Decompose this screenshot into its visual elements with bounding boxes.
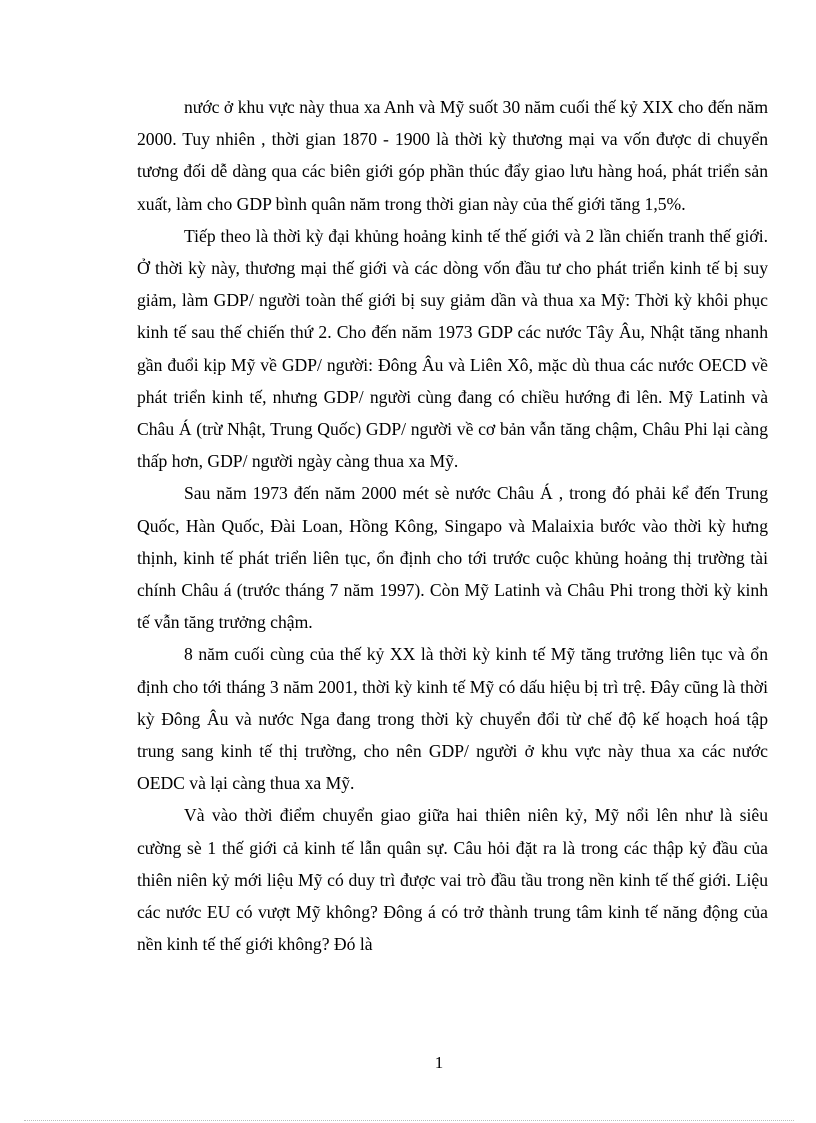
paragraph-3: Sau năm 1973 đến năm 2000 mét sè nước Châu Á , trong đó phải kể đến Trung Quốc, Hàn Quốc, Đài Loan, Hồng Kông, Singapo và Malaixia bước vào thời kỳ hưng thịnh, kinh tế phát triển liên tục, ổn định cho tới trước cuộc khủng hoảng thị trường tài chính Châu á (trước tháng 7 năm 1997). Còn Mỹ Latinh và Châu Phi trong thời kỳ kinh tế vẫn tăng trưởng chậm. [137, 483, 768, 633]
paragraph-1: nước ở khu vực này thua xa Anh và Mỹ suốt 30 năm cuối thế kỷ XIX cho đến năm 2000. Tuy nhiên , thời gian 1870 - 1900 là thời kỳ thương mại va vốn được di chuyển tương đối dễ dàng qua các biên giới góp phần thúc đẩy giao lưu hàng hoá, phát triển sản xuất, làm cho GDP bình quân năm trong thời gian này của thế giới tăng 1,5%. [137, 97, 768, 214]
paragraph-4: 8 năm cuối cùng của thế kỷ XX là thời kỳ kinh tế Mỹ tăng trưởng liên tục và ổn định cho tới tháng 3 năm 2001, thời kỳ kinh tế Mỹ có dấu hiệu bị trì trệ. Đây cũng là thời kỳ Đông Âu và nước Nga đang trong thời kỳ chuyển đổi từ chế độ kế hoạch hoá tập trung sang kinh tế thị trường, cho nên GDP/ người ở khu vực này thua xa các nước OEDC và lại càng thua xa Mỹ. [137, 644, 768, 794]
paragraph-5: Và vào thời điểm chuyển giao giữa hai thiên niên kỷ, Mỹ nổi lên như là siêu cường sè 1 thế giới cả kinh tế lẫn quân sự. Câu hỏi đặt ra là trong các thập kỷ đầu của thiên niên kỷ mới liệu Mỹ có duy trì được vai trò đầu tầu trong nền kinh tế thế giới. Liệu các nước EU có vượt Mỹ không? Đông á có trở thành trung tâm kinh tế năng động của nền kinh tế thế giới không? Đó là [137, 805, 768, 955]
paragraph-2: Tiếp theo là thời kỳ đại khủng hoảng kinh tế thế giới và 2 lần chiến tranh thế giới. Ở thời kỳ này, thương mại thế giới và các dòng vốn đầu tư cho phát triển kinh tế bị suy giảm, làm GDP/ người toàn thế giới bị suy giảm dần và thua xa Mỹ: Thời kỳ khôi phục kinh tế sau thế chiến thứ 2. Cho đến năm 1973 GDP các nước Tây Âu, Nhật tăng nhanh gần đuổi kịp Mỹ về GDP/ người: Đông Âu và Liên Xô, mặc dù thua các nước OECD về phát triển kinh tế, nhưng GDP/ người cùng đang có chiều hướng đi lên. Mỹ Latinh và Châu Á (trừ Nhật, Trung Quốc) GDP/ người về cơ bản vẫn tăng chậm, Châu Phi lại càng thấp hơn, GDP/ người ngày càng thua xa Mỹ. [137, 225, 768, 472]
page-bottom-divider [24, 1120, 794, 1121]
page-number: 1 [434, 1053, 444, 1072]
body-text [137, 91, 768, 960]
